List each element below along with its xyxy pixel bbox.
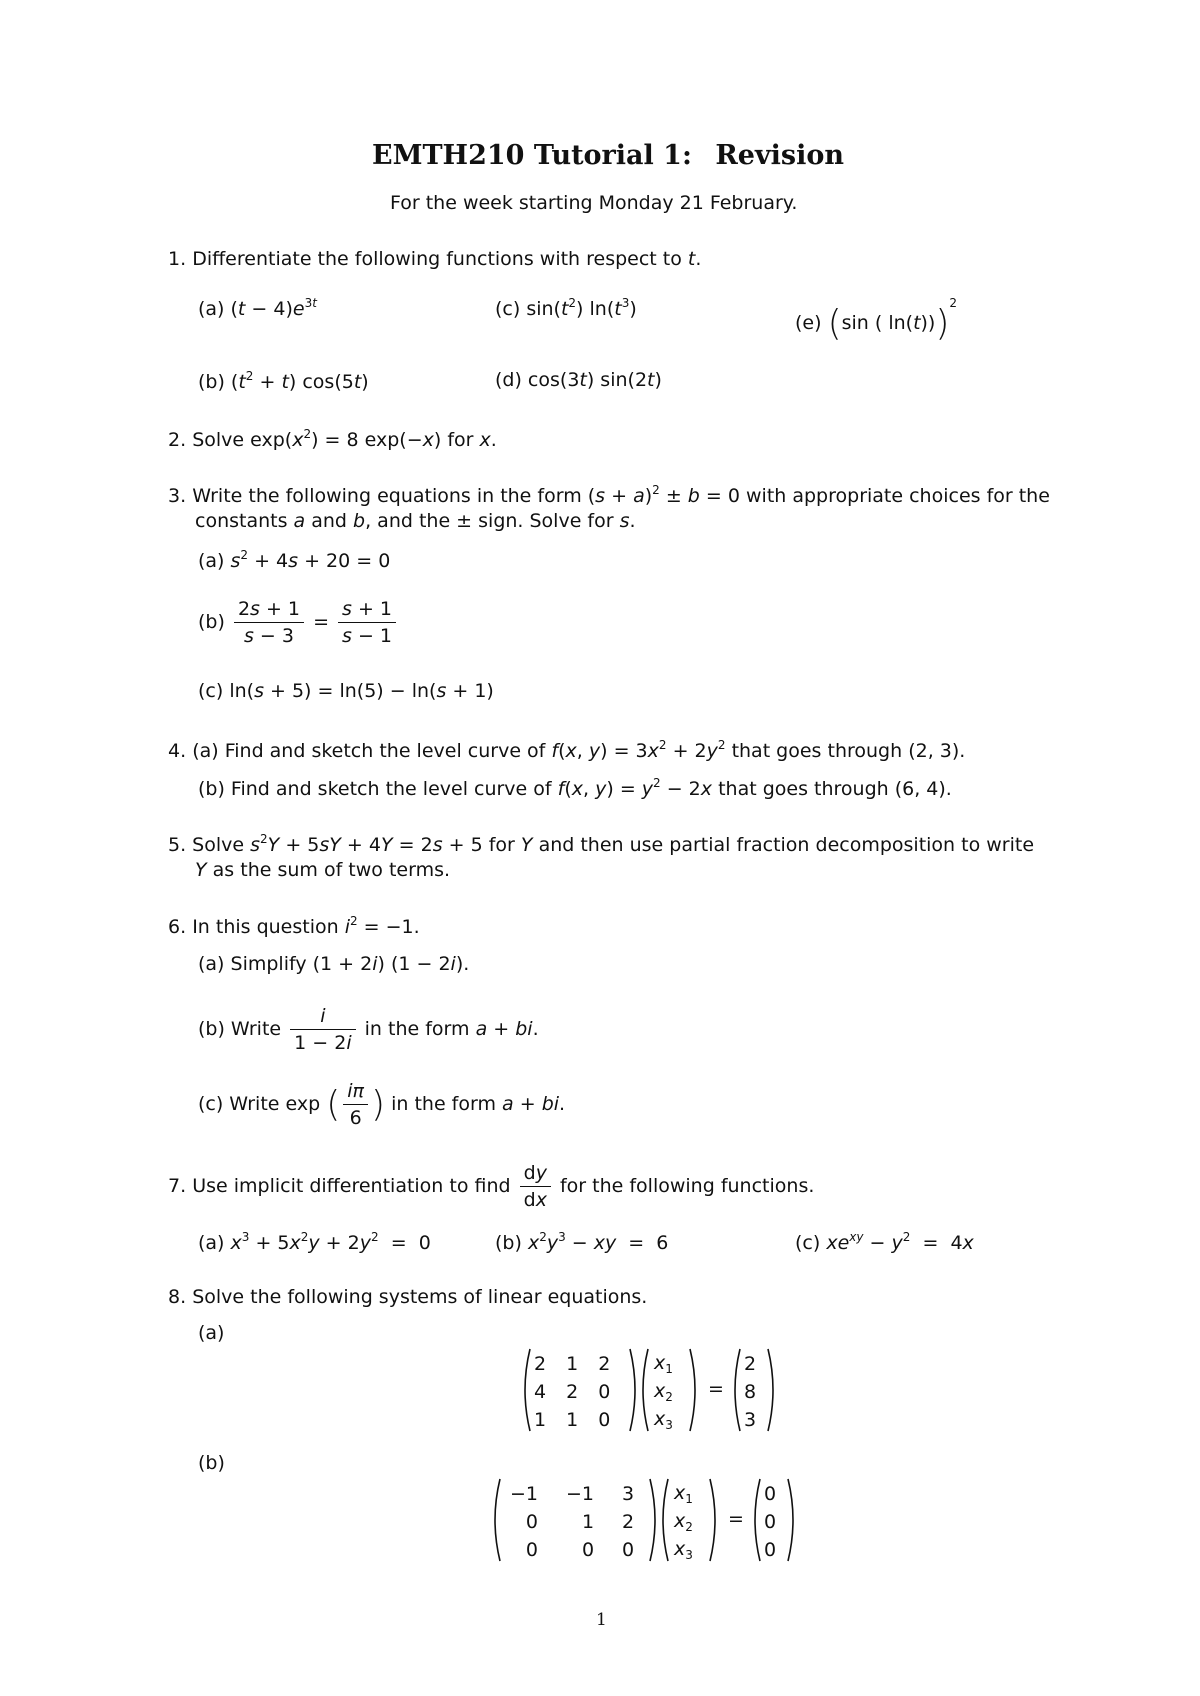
matrix-b: −1 −1 3 0 1 2 0 0 0 bbox=[510, 1483, 635, 1561]
page-number: 1 bbox=[596, 1610, 607, 1630]
q6-part-b: (b) Write $\frac{i}{1 - 2i}$ in the form a + bi. bbox=[198, 1005, 539, 1054]
page-subtitle: For the week starting Monday 21 February. bbox=[390, 192, 798, 214]
question-3-line-2: constants a and b, and the ± sign. Solve for s. bbox=[195, 510, 636, 532]
vector-x-a: $x_1$ $x_2$ $x_3$ bbox=[654, 1352, 673, 1432]
q1-part-d: (d) cos(3t) sin(2t) bbox=[495, 369, 662, 391]
q6-part-a: (a) Simplify (1 + 2i) (1 − 2i). bbox=[198, 953, 470, 975]
q3-part-a: (a) $s^2 + 4s + 20 = 0$ bbox=[198, 548, 391, 572]
question-8: 8. Solve the following systems of linear equations. bbox=[168, 1286, 648, 1308]
question-2: 2. Solve $\exp(x^2) = 8$ exp(−x) for x. bbox=[168, 427, 497, 451]
q3-part-c: (c) ln(s + 5) = ln(5) − ln(s + 1) bbox=[198, 680, 494, 702]
vector-rhs-b: 0 0 0 bbox=[764, 1483, 777, 1561]
system-a: 2 1 2 4 2 0 1 1 0 $x_1$ $x_2$ $x_3$ = 2 8 3 bbox=[520, 1345, 790, 1435]
q1-part-a: (a) $(t - 4)e^{3t}$ bbox=[198, 296, 317, 320]
q1-part-e: (e) (sin ( ln(t)))$^2$ bbox=[795, 296, 958, 344]
q1-part-b: (b) $(t^2 + t)$ cos(5t) bbox=[198, 369, 369, 393]
question-4: 4. (a) Find and sketch the level curve of f(x, $y) = 3x^2 + 2y^2$ that goes through (2, 3). bbox=[168, 738, 966, 762]
question-5: 5. Solve $s^2Y + 5sY + 4Y = 2s + 5$ for Y and then use partial fraction decomposition to write bbox=[168, 832, 1035, 856]
q4-part-b: (b) Find and sketch the level curve of f(x, $y) = y^2 - 2x$ that goes through (6, 4). bbox=[198, 776, 952, 800]
q8-part-a-label: (a) bbox=[198, 1322, 225, 1344]
q8-part-b-label: (b) bbox=[198, 1452, 225, 1474]
q7-part-b: (b) $x^2y^3$ − xy = 6 bbox=[495, 1230, 669, 1254]
question-3: 3. Write the following equations in the form $(s + a)^2 \pm b = 0$ with appropriate choices for the bbox=[168, 483, 1050, 507]
page-title: EMTH210 Tutorial 1: Revision bbox=[372, 140, 845, 171]
q1-part-c: (c) $\sin(t^2)$ $\ln(t^3)$ bbox=[495, 296, 637, 320]
q7-part-a: (a) $x^3 + 5x^2y + 2y^2 = 0$ bbox=[198, 1230, 431, 1254]
vector-rhs-a: 2 8 3 bbox=[744, 1353, 757, 1431]
q3-part-b: (b) $\frac{2s + 1}{s - 3}$ = $\frac{s + 1}{s - 1}$ bbox=[198, 598, 399, 647]
question-6: 6. In this question $i^2 = -1$. bbox=[168, 914, 420, 938]
question-5-line-2: Y as the sum of two terms. bbox=[195, 859, 451, 881]
title-revision: Revision bbox=[715, 140, 845, 171]
matrix-a: 2 1 2 4 2 0 1 1 0 bbox=[534, 1353, 611, 1431]
vector-x-b: $x_1$ $x_2$ $x_3$ bbox=[674, 1482, 693, 1562]
q6-part-c: (c) Write exp ( $\frac{i\pi}{6}$ ) in the form a + bi. bbox=[198, 1080, 566, 1129]
question-1: 1. Differentiate the following functions with respect to t. bbox=[168, 248, 702, 270]
q7-part-c: (c) $xe^{xy} - y^2 = 4x$ bbox=[795, 1230, 974, 1254]
system-b: −1 −1 3 0 1 2 0 0 0 $x_1$ $x_2$ $x_3$ = 0 0 0 bbox=[490, 1475, 810, 1565]
question-7: 7. Use implicit differentiation to find $\frac{dy}{dx}$ for the following functions. bbox=[168, 1162, 815, 1211]
